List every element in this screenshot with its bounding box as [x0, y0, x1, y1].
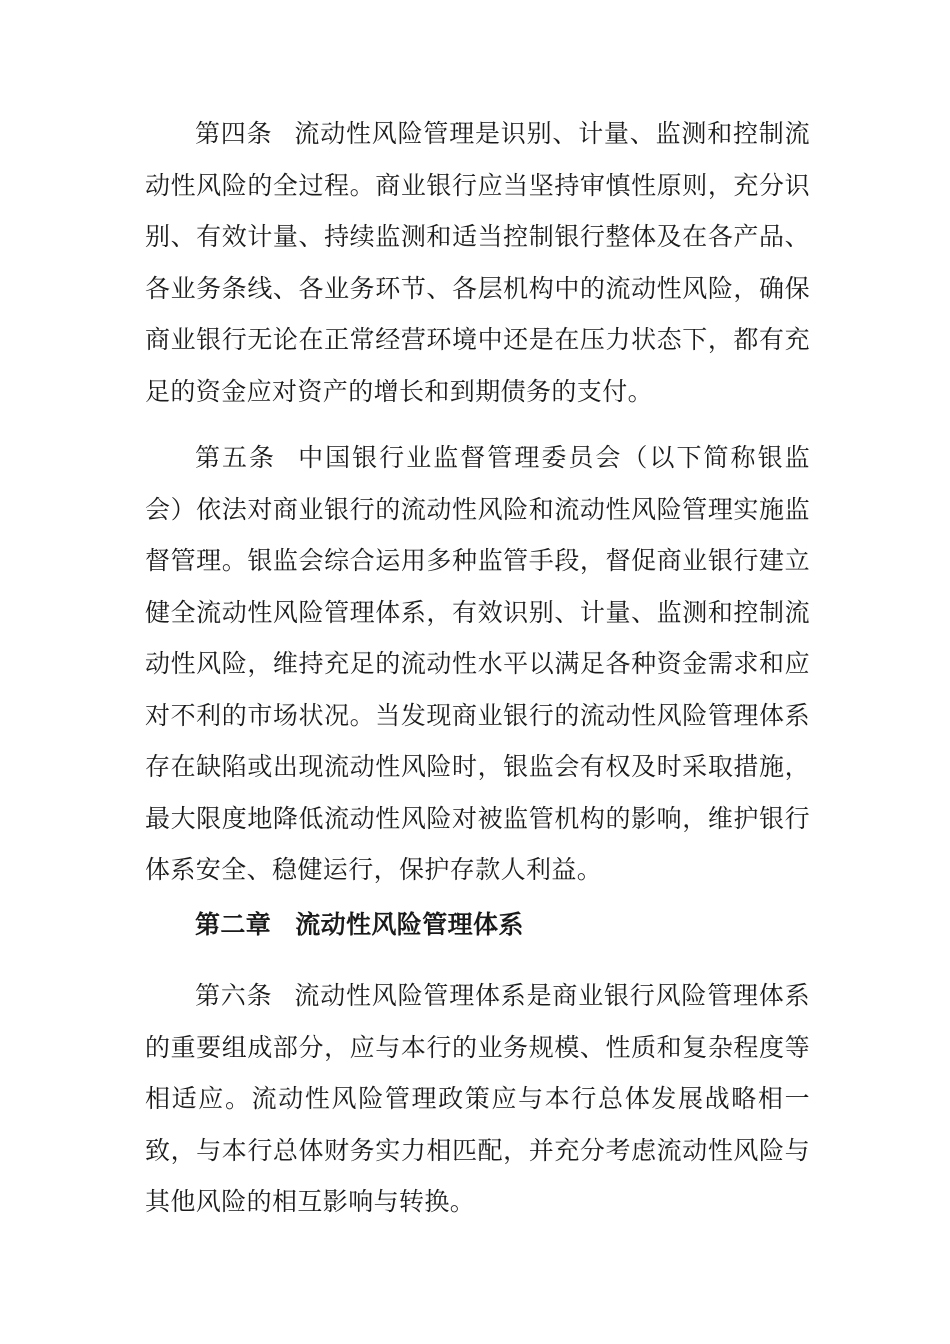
article-4-text: 流动性风险管理是识别、计量、监测和控制流动性风险的全过程。商业银行应当坚持审慎性原则，充分识别、有效计量、持续监测和适当控制银行整体及在各产品、各业务条线、各业务环节、各层机构中的流动性风险，确保商业银行无论在正常经营环境中还是在压力状态下，都有充足的资金应对资产的增长和到期债务的支付。 — [145, 119, 810, 406]
article-4 — [145, 108, 810, 417]
chapter-title: 流动性风险管理体系 — [295, 910, 524, 939]
article-6 — [145, 970, 810, 1228]
article-6-text: 流动性风险管理体系是商业银行风险管理体系的重要组成部分，应与本行的业务规模、性质和复杂程度等相适应。流动性风险管理政策应与本行总体发展战略相一致，与本行总体财务实力相匹配，并充分考虑流动性风险与其他风险的相互影响与转换。 — [145, 981, 810, 1216]
article-5-text: 中国银行业监督管理委员会（以下简称银监会）依法对商业银行的流动性风险和流动性风险管理实施监督管理。银监会综合运用多种监管手段，督促商业银行建立健全流动性风险管理体系，有效识别、计量、监测和控制流动性风险，维持充足的流动性水平以满足各种资金需求和应对不利的市场状况。当发现商业银行的流动性风险管理体系存在缺陷或出现流动性风险时，银监会有权及时采取措施，最大限度地降低流动性风险对被监管机构的影响，维护银行体系安全、稳健运行，保护存款人利益。 — [145, 443, 810, 884]
article-6-number: 第六条 — [195, 981, 273, 1010]
article-5 — [145, 432, 810, 896]
article-4-number: 第四条 — [195, 119, 273, 148]
chapter-heading — [145, 899, 810, 951]
chapter-number: 第二章 — [195, 910, 272, 939]
article-5-number: 第五条 — [195, 443, 277, 472]
